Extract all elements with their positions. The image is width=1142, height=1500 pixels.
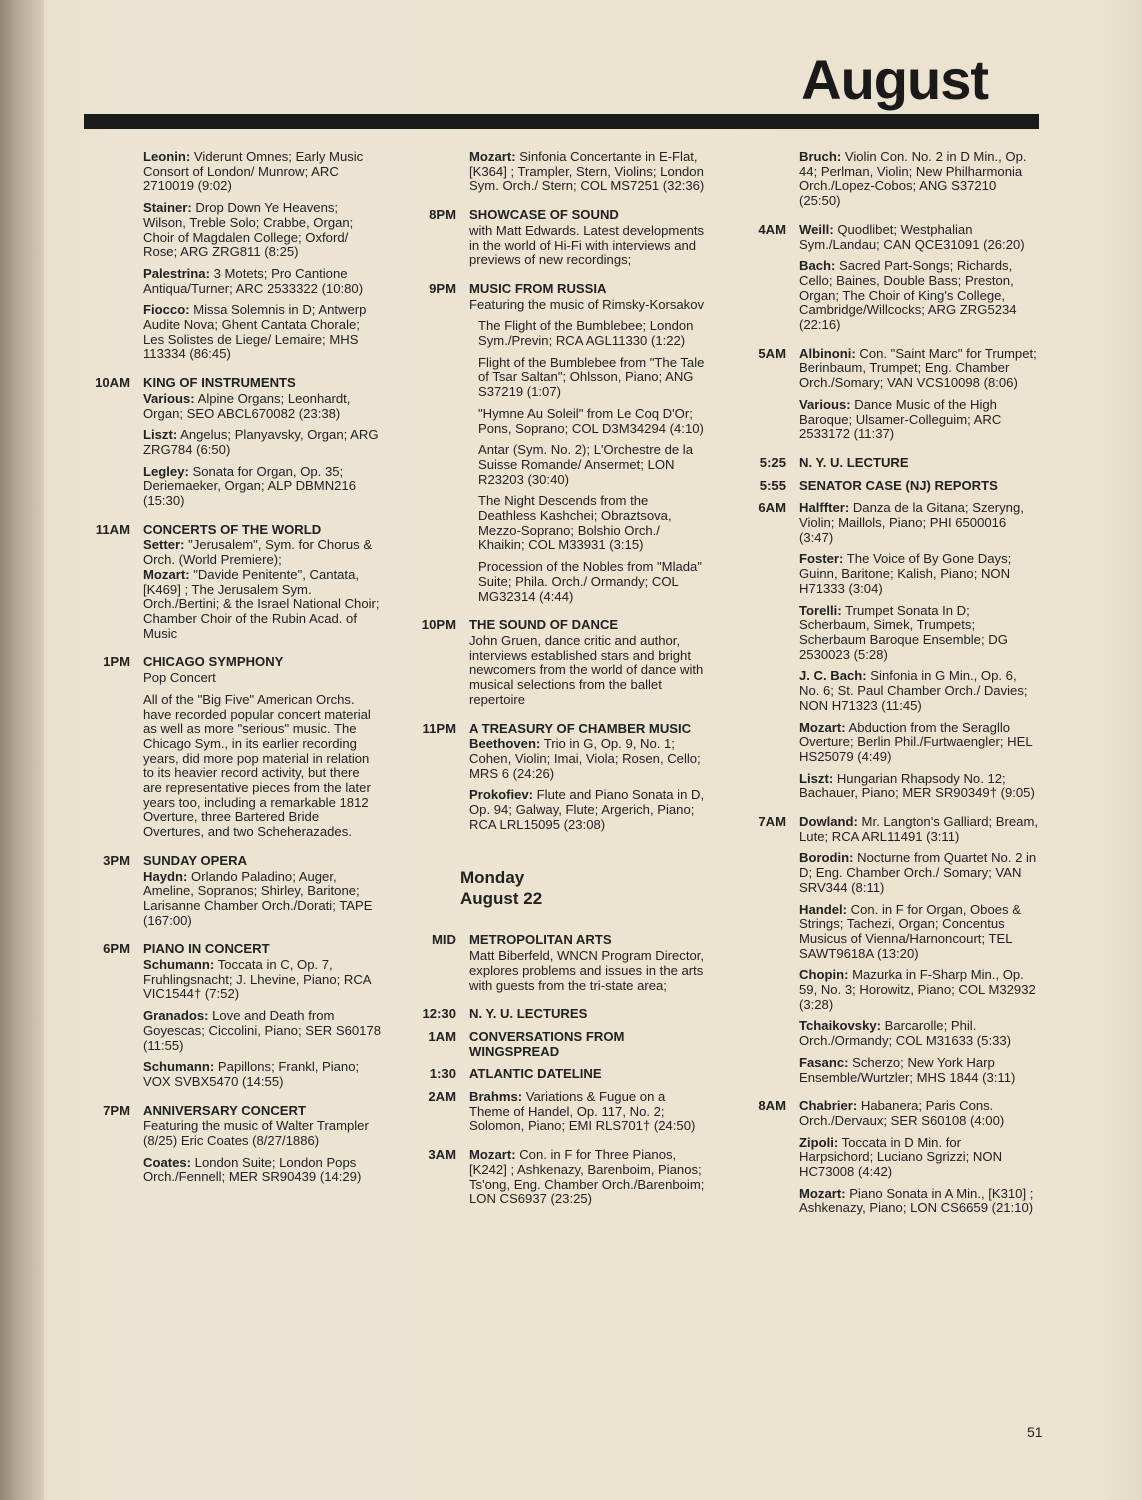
slot-body (469, 208, 708, 275)
slot-time: 7AM (758, 814, 786, 830)
composer-name: J. C. Bach: (799, 668, 867, 684)
schedule-column-3 (738, 150, 1038, 1230)
recording-details: Sinfonia Concertante in E-Flat, [K364] ; Trampler, Stern, Violins; London Sym. Orch./ Stern; COL MS7251 (32:36) (469, 149, 705, 194)
time-slot (408, 1030, 708, 1060)
recording-entry (143, 303, 382, 362)
time-slot (738, 1099, 1038, 1223)
slot-time (82, 150, 131, 369)
recording-details: Papillons; Frankl, Piano; VOX SVBX5470 (14:55) (143, 1059, 360, 1089)
recording-entry (799, 1099, 1038, 1128)
recording-details: Danza de la Gitana; Szeryng, Violin; Maillols, Piano; PHI 6500016 (3:47) (799, 500, 1024, 545)
program-description: Featuring the music of Rimsky-Korsakov (469, 296, 705, 312)
recording-details: Missa Solemnis in D; Antwerp Audite Nova; Ghent Cantata Chorale; Les Solistes de Liege/ Lemaire; MHS 113334 (86:45) (143, 302, 367, 362)
recording-details: Con. in F for Three Pianos, [K242] ; Ashkenazy, Barenboim, Pianos; Ts'ong, Eng. Chamber Orch./Barenboim; LON CS6937 (23:25) (469, 1147, 705, 1207)
time-slot (738, 815, 1038, 1092)
slot-body (799, 347, 1038, 449)
slot-body (143, 376, 382, 516)
recording-details: Con. "Saint Marc" for Trumpet; Berinbaum, Trumpet; Eng. Chamber Orch./Somary; VAN VCS10098 (8:06) (799, 345, 1037, 391)
recording-details: Con. in F for Organ, Oboes & Strings; Tachezi, Organ; Concentus Musicus of Vienna/Harnoncourt; TEL SAWT9618A (13:20) (799, 901, 1021, 961)
time-slot (82, 150, 382, 369)
composer-name: Liszt: (143, 427, 178, 443)
recording-details: "Jerusalem", Sym. for Chorus & Orch. (World Premiere); (143, 537, 373, 568)
recording-details: Flute and Piano Sonata in D, Op. 94; Galway, Flute; Argerich, Piano; RCA LRL15095 (23:08) (469, 787, 705, 832)
recording-entry (143, 150, 382, 194)
composer-name: Handel: (799, 901, 848, 917)
slot-body (143, 942, 382, 1096)
slot-body (469, 722, 708, 840)
recording-entry (799, 903, 1038, 962)
recording-entry (143, 267, 382, 296)
recording-details: London Suite; London Pops Orch./Fennell; MER SR90439 (14:29) (143, 1154, 362, 1185)
recording-entry (143, 870, 382, 929)
slot-time (738, 150, 787, 216)
recording-details: Flight of the Bumblebee from "The Tale of Tsar Saltan"; Ohlsson, Piano; ANG S37219 (1:07) (478, 354, 705, 400)
recording-details: Trio in G, Op. 9, No. 1; Cohen, Violin; Imai, Viola; Rosen, Cello; MRS 6 (24:26) (469, 736, 701, 781)
slot-time (408, 150, 457, 201)
recording-details: Habanera; Paris Cons. Orch./Dervaux; SER S60108 (4:00) (799, 1098, 1005, 1128)
slot-body (799, 223, 1038, 340)
recording-entry (469, 407, 708, 436)
slot-time: 1AM (428, 1028, 456, 1044)
time-slot (408, 722, 708, 840)
recording-entry (469, 788, 708, 832)
recording-details: Variations & Fugue on a Theme of Handel, Op. 117, No. 2; Solomon, Piano; EMI RLS701† (24:50) (469, 1089, 696, 1134)
recording-details: Scherzo; New York Harp Ensemble/Wurtzler; MHS 1844 (3:11) (799, 1054, 1016, 1085)
recording-details: Abduction from the Seragllo Overture; Berlin Phil./Furtwaengler; HEL HS25079 (4:49) (799, 719, 1033, 764)
slot-body (799, 501, 1038, 808)
recording-details: Quodlibet; Westphalian Sym./Landau; CAN QCE31091 (26:20) (799, 221, 1025, 252)
program-title: CONVERSATIONS FROM WINGSPREAD (469, 1028, 625, 1059)
time-slot (738, 501, 1038, 808)
recording-details: Piano Sonata in A Min., [K310] ; Ashkenazy, Piano; LON CS6659 (21:10) (799, 1185, 1034, 1216)
slot-time: 6PM (103, 941, 130, 957)
composer-name: Setter: (143, 537, 185, 553)
recording-details: Orlando Paladino; Auger, Ameline, Sopranos; Shirley, Baritone; Larisanne Chamber Orch./Dorati; TAPE (167:00) (143, 868, 373, 928)
day-weekday: Monday (460, 868, 525, 888)
composer-name: Zipoli: (799, 1134, 839, 1150)
recording-entry (799, 552, 1038, 596)
recording-entry (143, 1009, 382, 1053)
recording-entry (469, 494, 708, 553)
recording-details: Sonata for Organ, Op. 35; Deriemaeker, Organ; ALP DBMN216 (15:30) (143, 463, 356, 509)
recording-details: Angelus; Planyavsky, Organ; ARG ZRG784 (6:50) (143, 427, 379, 457)
recording-entry (469, 737, 708, 781)
slot-time: 11PM (422, 720, 456, 736)
time-slot (82, 376, 382, 516)
program-title: THE SOUND OF DANCE (469, 617, 619, 633)
schedule-column-1 (82, 150, 382, 1199)
program-description: John Gruen, dance critic and author, interviews established stars and bright newcomers from the world of dance with musical selections from the ballet repertoire (469, 632, 704, 707)
slot-body (143, 150, 382, 369)
time-slot (408, 1007, 708, 1023)
recording-entry (799, 501, 1038, 545)
schedule-column-2-top (408, 150, 708, 839)
composer-name: Dowland: (799, 814, 858, 830)
slot-body (799, 815, 1038, 1092)
program-title: N. Y. U. LECTURES (469, 1006, 588, 1022)
time-slot (408, 282, 708, 611)
slot-body (469, 282, 708, 611)
recording-entry (799, 1056, 1038, 1085)
time-slot (408, 1067, 708, 1083)
recording-details: The Voice of By Gone Days; Guinn, Baritone; Kalish, Piano; NON H71333 (3:04) (799, 551, 1012, 596)
day-heading (460, 867, 708, 909)
day-date: August 22 (460, 889, 543, 909)
program-title: N. Y. U. LECTURE (799, 454, 909, 470)
slot-time: 5:55 (759, 477, 786, 493)
program-title: SHOWCASE OF SOUND (469, 207, 619, 223)
schedule-column-2 (408, 150, 708, 1221)
recording-entry (799, 851, 1038, 895)
recording-entry (469, 1148, 708, 1207)
slot-time: 4AM (758, 221, 786, 237)
slot-body (469, 1067, 708, 1083)
recording-details: Mazurka in F-Sharp Min., Op. 59, No. 3; Horowitz, Piano; COL M32932 (3:28) (799, 967, 1036, 1012)
composer-name: Mozart: (469, 1147, 516, 1163)
recording-entry (799, 223, 1038, 252)
slot-time: 11AM (95, 521, 130, 537)
slot-time: 3AM (428, 1147, 456, 1163)
slot-body (799, 1099, 1038, 1223)
composer-name: Mozart: (143, 566, 190, 582)
composer-name: Foster: (799, 551, 844, 567)
slot-body (469, 1148, 708, 1214)
recording-details: Procession of the Nobles from "Mlada" Suite; Phila. Orch./ Ormandy; COL MG32314 (4:44) (478, 559, 702, 604)
recording-entry (143, 958, 382, 1002)
time-slot (82, 655, 382, 846)
time-slot (82, 523, 382, 649)
recording-details: Toccata in C, Op. 7, Fruhlingsnacht; J. Lhevine, Piano; RCA VIC1544† (7:52) (143, 957, 371, 1002)
composer-name: Palestrina: (143, 265, 210, 281)
recording-entry (799, 968, 1038, 1012)
slot-time: MID (431, 932, 456, 948)
time-slot (82, 854, 382, 936)
composer-name: Mozart: (469, 149, 516, 164)
page-number: 51 (1027, 1424, 1043, 1440)
recording-entry (469, 356, 708, 400)
recording-entry (469, 560, 708, 604)
slot-body (799, 150, 1038, 216)
program-title: SENATOR CASE (NJ) REPORTS (799, 477, 998, 493)
slot-body (143, 1104, 382, 1193)
slot-body (799, 479, 1038, 495)
time-slot (408, 1090, 708, 1141)
recording-entry (143, 392, 382, 421)
slot-time: 10PM (421, 617, 456, 633)
slot-body (469, 1030, 708, 1060)
time-slot (408, 150, 708, 201)
recording-details: Violin Con. No. 2 in D Min., Op. 44; Perlman, Violin; New Philharmonia Orch./Lopez-Cobos; ANG S37210 (25:50) (799, 149, 1027, 209)
composer-name: Halffter: (799, 500, 850, 516)
program-description: Pop Concert (143, 670, 216, 686)
composer-name: Various: (799, 396, 851, 412)
recording-details: Nocturne from Quartet No. 2 in D; Eng. Chamber Orch./ Somary; VAN SRV344 (8:11) (799, 850, 1037, 895)
recording-details: Alpine Organs; Leonhardt, Organ; SEO ABCL670082 (23:38) (143, 390, 351, 421)
recording-entry (469, 150, 708, 194)
recording-details: 3 Motets; Pro Cantione Antiqua/Turner; ARC 2533322 (10:80) (143, 265, 364, 296)
program-title: CHICAGO SYMPHONY (143, 654, 284, 670)
recording-details: "Davide Penitente", Cantata, [K469] ; The Jerusalem Sym. Orch./Bertini; & the Israel National Choir; Chamber Choir of the Rubin Acad. of Music (143, 566, 380, 641)
composer-name: Brahms: (469, 1089, 523, 1105)
composer-name: Weill: (799, 221, 834, 237)
program-title: A TREASURY OF CHAMBER MUSIC (469, 720, 692, 736)
recording-entry (799, 772, 1038, 801)
binding-gutter (0, 0, 44, 1500)
composer-name: Schumann: (143, 957, 215, 973)
title-rule (84, 114, 1039, 129)
recording-entry (799, 1136, 1038, 1180)
slot-body (469, 1090, 708, 1141)
slot-time: 5AM (758, 345, 786, 361)
recording-details: Sacred Part-Songs; Richards, Cello; Baines, Double Bass; Preston, Organ; The Choir of King's College, Cambridge/Willcocks; ARG ZRG5234 (22:16) (799, 258, 1017, 333)
composer-name: Various: (143, 390, 195, 406)
time-slot (738, 347, 1038, 449)
composer-name: Tchaikovsky: (799, 1018, 881, 1034)
program-title: PIANO IN CONCERT (143, 941, 270, 957)
slot-time: 3PM (103, 852, 130, 868)
recording-entry (143, 1156, 382, 1185)
composer-name: Stainer: (143, 200, 192, 216)
composer-name: Legley: (143, 463, 189, 479)
recording-entry (799, 721, 1038, 765)
composer-name: Leonin: (143, 149, 191, 164)
composer-name: Granados: (143, 1008, 209, 1024)
composer-name: Chabrier: (799, 1098, 858, 1114)
slot-time: 7PM (103, 1102, 130, 1118)
time-slot (738, 223, 1038, 340)
page-title: August (801, 48, 988, 111)
recording-entry (799, 815, 1038, 844)
composer-name: Coates: (143, 1154, 192, 1170)
recording-details: Love and Death from Goyescas; Ciccolini, Piano; SER S60178 (11:55) (143, 1008, 381, 1053)
recording-entry (143, 428, 382, 457)
slot-time: 1:30 (429, 1066, 456, 1082)
schedule-column-2-bottom (408, 933, 708, 1214)
time-slot (408, 618, 708, 714)
composer-name: Beethoven: (469, 736, 541, 752)
slot-body (469, 150, 708, 201)
time-slot (408, 1148, 708, 1214)
recording-entry (143, 465, 382, 509)
slot-body (469, 618, 708, 714)
recording-details: Viderunt Omnes; Early Music Consort of London/ Munrow; ARC 2710019 (9:02) (143, 149, 364, 194)
slot-body (799, 456, 1038, 472)
program-title: CONCERTS OF THE WORLD (143, 521, 322, 537)
composer-name: Prokofiev: (469, 787, 534, 803)
program-notes: All of the "Big Five" American Orchs. have recorded popular concert material as well as more "serious" music. The Chicago Sym., in its earlier recording years, did more pop material in relation to its heavier record activity, but there are representative pieces from the later years too, including a remarkable 1812 Overture, three Bartered Bride Overtures, and two Scheherazades. (143, 691, 371, 840)
program-title: SUNDAY OPERA (143, 852, 248, 868)
recording-details: Mr. Langton's Galliard; Bream, Lute; RCA ARL11491 (3:11) (799, 814, 1038, 844)
time-slot (82, 1104, 382, 1193)
recording-entry (799, 1019, 1038, 1048)
time-slot (738, 150, 1038, 216)
slot-body (143, 854, 382, 936)
program-description: Featuring the music of Walter Trampler (8/25) Eric Coates (8/27/1886) (143, 1118, 369, 1149)
time-slot (738, 479, 1038, 495)
composer-name: Borodin: (799, 850, 854, 866)
slot-body (469, 933, 708, 1000)
slot-time: 6AM (758, 500, 786, 516)
program-title: MUSIC FROM RUSSIA (469, 280, 607, 296)
recording-details: Dance Music of the High Baroque; Ulsamer-Colleguim; ARC 2533172 (11:37) (799, 396, 1002, 442)
composer-name: Chopin: (799, 967, 849, 983)
recording-details: Sinfonia in G Min., Op. 6, No. 6; St. Paul Chamber Orch./ Davies; NON H71323 (11:45) (799, 668, 1028, 713)
recording-details: Drop Down Ye Heavens; Wilson, Treble Solo; Crabbe, Organ; Choir of Magdalen College; Oxford/ Rose; ARG ZRG811 (8:25) (143, 200, 354, 260)
recording-details: "Hymne Au Soleil" from Le Coq D'Or; Pons, Soprano; COL D3M34294 (4:10) (478, 405, 704, 436)
slot-time: 8PM (429, 207, 456, 223)
recording-entry (799, 347, 1038, 391)
composer-name: Torelli: (799, 602, 842, 618)
recording-details: Toccata in D Min. for Harpsichord; Luciano Sgrizzi; NON HC73008 (4:42) (799, 1134, 1003, 1180)
program-title: ATLANTIC DATELINE (469, 1066, 602, 1082)
recording-details: The Flight of the Bumblebee; London Sym./Previn; RCA AGL11330 (1:22) (478, 318, 694, 349)
recording-entry (799, 669, 1038, 713)
slot-time: 12:30 (422, 1006, 456, 1022)
slot-time: 2AM (428, 1089, 456, 1105)
time-slot (82, 942, 382, 1096)
recording-entry (799, 1187, 1038, 1216)
recording-details: Trumpet Sonata In D; Scherbaum, Simek, Trumpets; Scherbaum Baroque Ensemble; DG 2530023 (5:28) (799, 602, 1008, 662)
composer-name: Mozart: (799, 1185, 846, 1201)
recording-entry (143, 1060, 382, 1089)
program-title: KING OF INSTRUMENTS (143, 375, 296, 391)
program-title: METROPOLITAN ARTS (469, 932, 612, 948)
slot-time: 10AM (95, 375, 130, 391)
slot-time: 9PM (429, 280, 456, 296)
recording-entry (143, 201, 382, 260)
recording-entry (799, 398, 1038, 442)
recording-details: The Night Descends from the Deathless Kashchei; Obraztsova, Mezzo-Soprano; Bolshio Orch./ Khaikin; COL M33931 (3:15) (478, 493, 672, 553)
time-slot (408, 208, 708, 275)
slot-time: 8AM (758, 1098, 786, 1114)
composer-name: Haydn: (143, 868, 188, 884)
recording-details: Antar (Sym. No. 2); L'Orchestre de la Suisse Romande/ Ansermet; LON R23203 (30:40) (478, 442, 693, 487)
recording-details: Barcarolle; Phil. Orch./Ormandy; COL M31633 (5:33) (799, 1018, 1012, 1049)
composer-name: Albinoni: (799, 345, 856, 361)
recording-entry (799, 259, 1038, 333)
time-slot (738, 456, 1038, 472)
program-description: Matt Biberfeld, WNCN Program Director, explores problems and issues in the arts with guests from the tri-state area; (469, 948, 705, 993)
recording-entry (799, 604, 1038, 663)
slot-body (143, 655, 382, 846)
composer-name: Fiocco: (143, 302, 190, 318)
program-description: with Matt Edwards. Latest developments in the world of Hi-Fi with interviews and previews of new recordings; (469, 222, 705, 268)
recording-entry (799, 150, 1038, 209)
recording-entry (143, 538, 382, 641)
slot-body (143, 523, 382, 649)
recording-entry (469, 443, 708, 487)
slot-time: 1PM (103, 654, 130, 670)
slot-time: 5:25 (759, 454, 786, 470)
composer-name: Fasanc: (799, 1054, 849, 1070)
recording-entry (469, 319, 708, 348)
composer-name: Bruch: (799, 149, 842, 164)
composer-name: Liszt: (799, 770, 834, 786)
composer-name: Schumann: (143, 1059, 215, 1075)
program-title: ANNIVERSARY CONCERT (143, 1102, 306, 1118)
recording-entry (469, 1090, 708, 1134)
composer-name: Mozart: (799, 719, 846, 735)
composer-name: Bach: (799, 258, 836, 274)
time-slot (408, 933, 708, 1000)
slot-body (469, 1007, 708, 1023)
recording-details: Hungarian Rhapsody No. 12; Bachauer, Piano; MER SR90349† (9:05) (799, 770, 1035, 801)
